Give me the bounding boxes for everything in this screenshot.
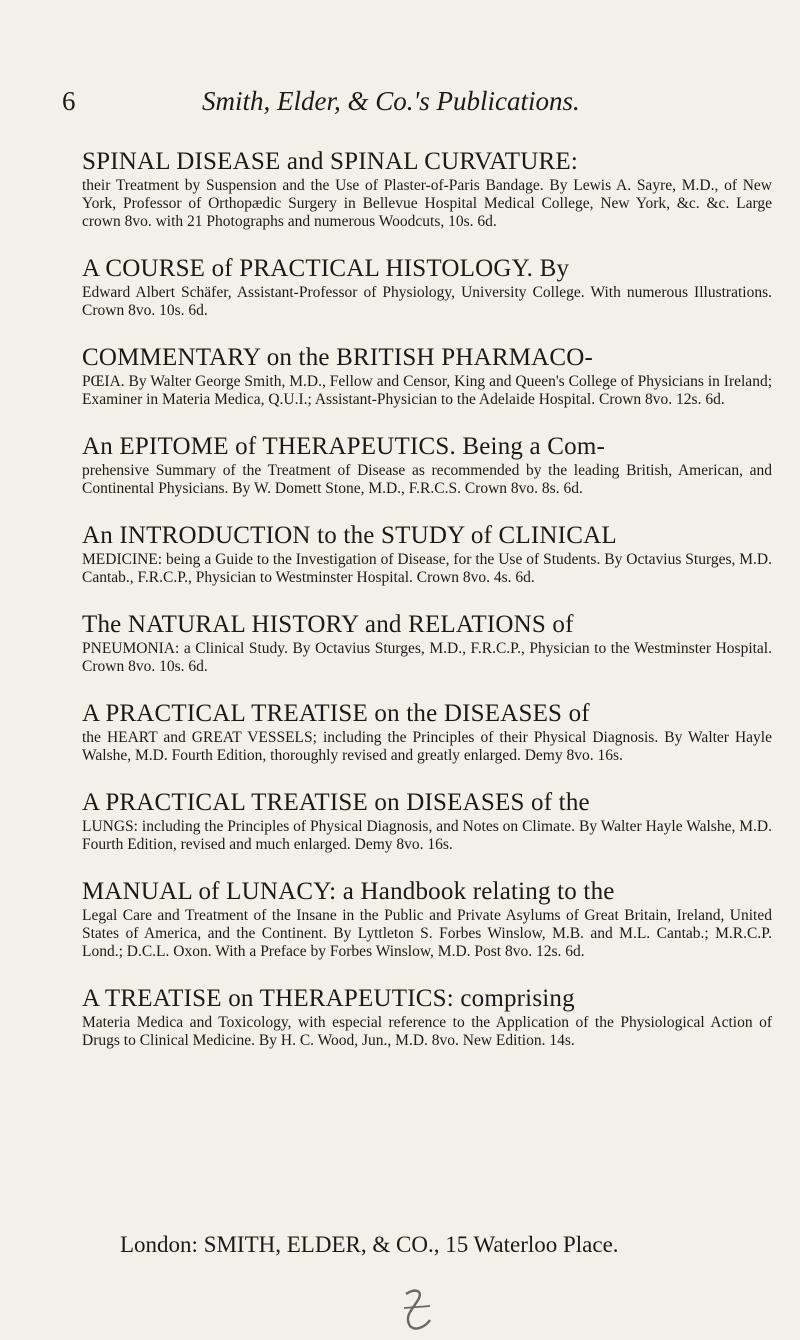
handwritten-mark-icon bbox=[400, 1286, 440, 1334]
entry-title: COMMENTARY on the BRITISH PHARMACO- bbox=[82, 344, 594, 371]
list-item bbox=[82, 521, 772, 587]
list-item bbox=[82, 788, 772, 854]
entry-title: The NATURAL HISTORY and RELATIONS of bbox=[82, 611, 574, 638]
entry-description: LUNGS: including the Principles of Physical Diagnosis, and Notes on Climate. By Walter Hayle Walshe, M.D. Fourth Edition, revised and much enlarged. Demy 8vo. 16s. bbox=[82, 818, 772, 853]
page-number: 6 bbox=[62, 86, 76, 116]
entry-title: An INTRODUCTION to the STUDY of CLINICAL bbox=[82, 522, 617, 549]
entry-description: PNEUMONIA: a Clinical Study. By Octavius Sturges, M.D., F.R.C.P., Physician to the Westminster Hospital. Crown 8vo. 10s. 6d. bbox=[82, 640, 772, 675]
entry-title: An EPITOME of THERAPEUTICS. Being a Com- bbox=[82, 433, 606, 460]
running-title: Smith, Elder, & Co.'s Publications. bbox=[202, 86, 580, 116]
entry-title: A PRACTICAL TREATISE on the DISEASES of bbox=[82, 700, 590, 727]
entry-description: PŒIA. By Walter George Smith, M.D., Fellow and Censor, King and Queen's College of Physicians in Ireland; Examiner in Materia Medica, Q.U.I.; Assistant-Physician to the Adelaide Hospital. Crown 8vo. 12s. 6d. bbox=[82, 373, 772, 408]
list-item bbox=[82, 984, 772, 1050]
entry-description: MEDICINE: being a Guide to the Investigation of Disease, for the Use of Students. By Octavius Sturges, M.D. Cantab., F.R.C.P., Physician to Westminster Hospital. Crown 8vo. 4s. 6d. bbox=[82, 551, 772, 586]
entry-description: Edward Albert Schäfer, Assistant-Professor of Physiology, University College. With numerous Illustrations. Crown 8vo. 10s. 6d. bbox=[82, 284, 772, 319]
list-item bbox=[82, 610, 772, 676]
entry-description: the HEART and GREAT VESSELS; including the Principles of their Physical Diagnosis. By Walter Hayle Walshe, M.D. Fourth Edition, thoroughly revised and greatly enlarged. Demy 8vo. 16s. bbox=[82, 729, 772, 764]
list-item bbox=[82, 699, 772, 765]
list-item bbox=[82, 254, 772, 320]
entry-title: A TREATISE on THERAPEUTICS: comprising bbox=[82, 985, 575, 1012]
entry-description: Materia Medica and Toxicology, with especial reference to the Application of the Physiological Action of Drugs to Clinical Medicine. By H. C. Wood, Jun., M.D. 8vo. New Edition. 14s. bbox=[82, 1014, 772, 1049]
entry-description: their Treatment by Suspension and the Use of Plaster-of-Paris Bandage. By Lewis A. Sayre, M.D., of New York, Professor of Orthopædic Surgery in Bellevue Hospital Medical College, New York, &c. &c. Large crown 8vo. with 21 Photographs and numerous Woodcuts, 10s. 6d. bbox=[82, 177, 772, 230]
entry-title: A COURSE of PRACTICAL HISTOLOGY. By bbox=[82, 255, 570, 282]
entry-title: MANUAL of LUNACY: a Handbook relating to the bbox=[82, 878, 615, 905]
entry-title: SPINAL DISEASE and SPINAL CURVATURE: bbox=[82, 148, 578, 175]
publication-list bbox=[82, 147, 772, 1073]
list-item bbox=[82, 877, 772, 961]
entry-description: Legal Care and Treatment of the Insane in the Public and Private Asylums of Great Britain, Ireland, United States of America, and the Continent. By Lyttleton S. Forbes Winslow, M.B. and M.L. Cantab.; M.R.C.P. Lond.; D.C.L. Oxon. With a Preface by Forbes Winslow, M.D. Post 8vo. 12s. 6d. bbox=[82, 907, 772, 960]
entry-description: prehensive Summary of the Treatment of Disease as recommended by the leading British, American, and Continental Physicians. By W. Domett Stone, M.D., F.R.C.S. Crown 8vo. 8s. 6d. bbox=[82, 462, 772, 497]
list-item bbox=[82, 147, 772, 231]
entry-title: A PRACTICAL TREATISE on DISEASES of the bbox=[82, 789, 590, 816]
list-item bbox=[82, 343, 772, 409]
publisher-imprint: London: SMITH, ELDER, & CO., 15 Waterloo Place. bbox=[120, 1232, 619, 1257]
list-item bbox=[82, 432, 772, 498]
